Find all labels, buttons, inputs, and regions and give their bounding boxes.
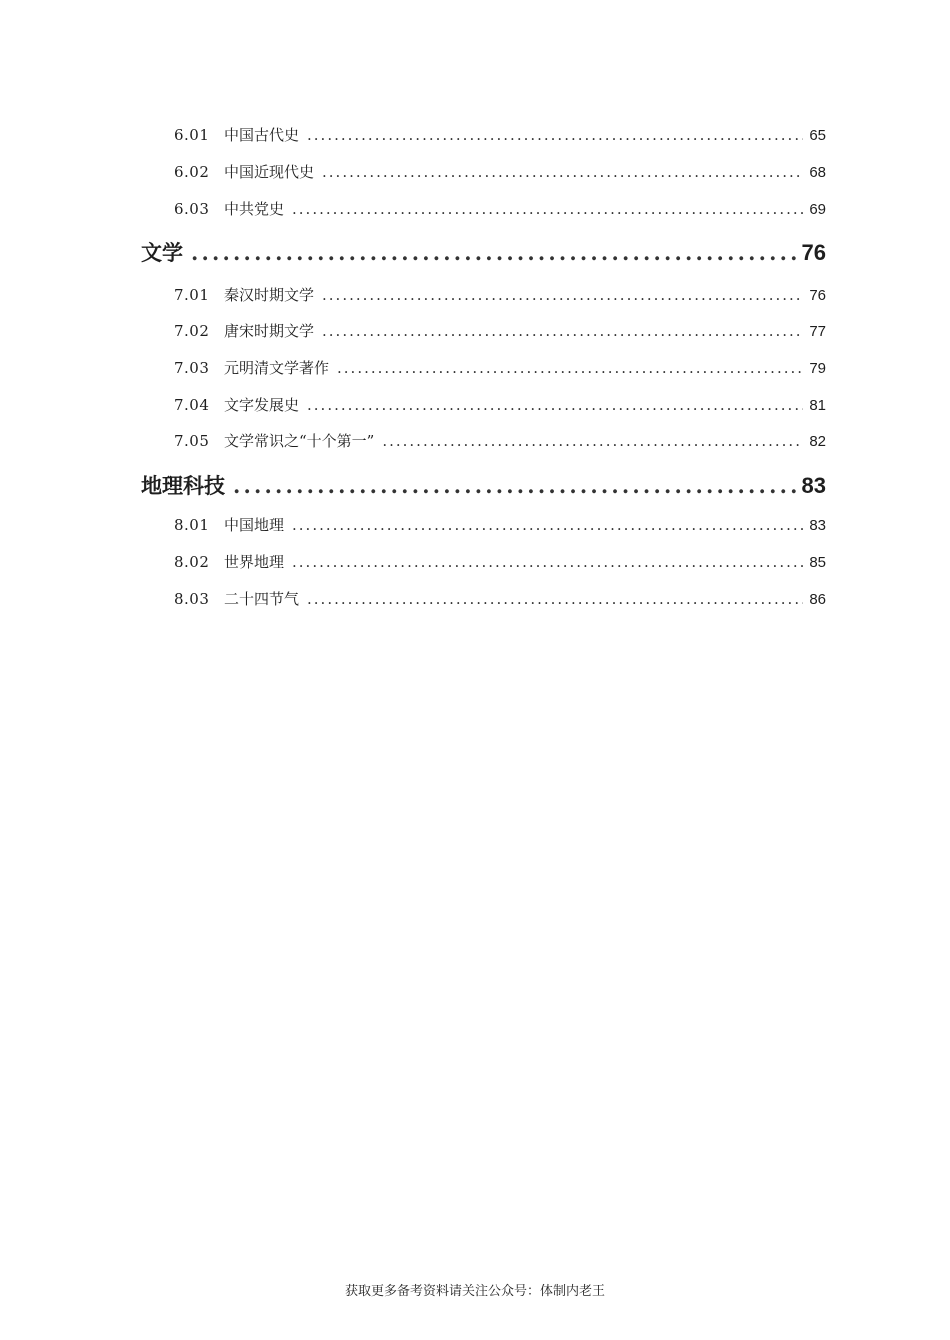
entry-page-number: 83 xyxy=(809,517,826,534)
section-page-number: 76 xyxy=(801,240,826,265)
toc-entry-6-03[interactable] xyxy=(174,198,826,219)
entry-number: 7.03 xyxy=(174,359,210,377)
entry-title: 二十四节气 xyxy=(224,590,300,608)
entry-page-number: 68 xyxy=(809,164,826,181)
dot-leader xyxy=(322,163,803,181)
entry-title: 秦汉时期文学 xyxy=(224,286,315,304)
entry-page-number: 86 xyxy=(809,591,826,608)
toc-entry-7-04[interactable] xyxy=(174,394,826,415)
dot-leader xyxy=(382,432,803,450)
entry-number: 6.03 xyxy=(174,200,210,218)
entry-page-number: 76 xyxy=(809,287,826,304)
dot-leader xyxy=(292,553,803,571)
toc-entry-6-02[interactable] xyxy=(174,161,826,182)
toc-entry-6-01[interactable] xyxy=(174,124,826,145)
entry-page-number: 65 xyxy=(809,127,826,144)
dot-leader xyxy=(292,200,803,218)
entry-number: 6.01 xyxy=(174,126,210,144)
entry-number: 7.05 xyxy=(174,432,210,450)
toc-entry-8-01[interactable] xyxy=(174,514,826,535)
dot-leader xyxy=(322,322,803,340)
section-title: 文学 xyxy=(141,240,183,265)
toc-entry-7-03[interactable] xyxy=(174,357,826,378)
dot-leader xyxy=(337,359,803,377)
entry-title: 元明清文学著作 xyxy=(224,359,330,377)
toc-entry-8-03[interactable] xyxy=(174,588,826,609)
entry-number: 7.04 xyxy=(174,396,210,414)
dot-leader xyxy=(307,126,803,144)
entry-number: 8.03 xyxy=(174,590,210,608)
entry-title: 世界地理 xyxy=(224,553,285,571)
entry-number: 6.02 xyxy=(174,163,210,181)
entry-title: 中国地理 xyxy=(224,516,285,534)
entry-page-number: 85 xyxy=(809,554,826,571)
entry-number: 8.01 xyxy=(174,516,210,534)
dot-leader xyxy=(191,240,796,265)
entry-page-number: 79 xyxy=(809,360,826,377)
toc-entry-7-01[interactable] xyxy=(174,284,826,305)
entry-title: 中国近现代史 xyxy=(224,163,315,181)
toc-section-literature[interactable] xyxy=(141,237,826,267)
entry-number: 7.01 xyxy=(174,286,210,304)
entry-title: 中共党史 xyxy=(224,200,285,218)
section-page-number: 83 xyxy=(801,473,826,498)
toc-section-geography-tech[interactable] xyxy=(141,470,826,500)
toc-entry-7-05[interactable] xyxy=(174,430,826,451)
entry-page-number: 69 xyxy=(809,201,826,218)
toc-entry-8-02[interactable] xyxy=(174,551,826,572)
entry-number: 7.02 xyxy=(174,322,210,340)
entry-title: 唐宋时期文学 xyxy=(224,322,315,340)
dot-leader xyxy=(307,590,803,608)
section-title: 地理科技 xyxy=(141,473,225,498)
dot-leader xyxy=(233,473,796,498)
entry-number: 8.02 xyxy=(174,553,210,571)
page-footer: 获取更多备考资料请关注公众号：体制内老王 xyxy=(344,1284,605,1299)
dot-leader xyxy=(307,396,803,414)
entry-page-number: 82 xyxy=(809,433,826,450)
entry-title: 文字发展史 xyxy=(224,396,300,414)
toc-entry-7-02[interactable] xyxy=(174,320,826,341)
entry-page-number: 81 xyxy=(809,397,826,414)
dot-leader xyxy=(292,516,803,534)
entry-title: 文学常识之“十个第一” xyxy=(224,432,375,450)
dot-leader xyxy=(322,286,803,304)
entry-title: 中国古代史 xyxy=(224,126,300,144)
entry-page-number: 77 xyxy=(809,323,826,340)
